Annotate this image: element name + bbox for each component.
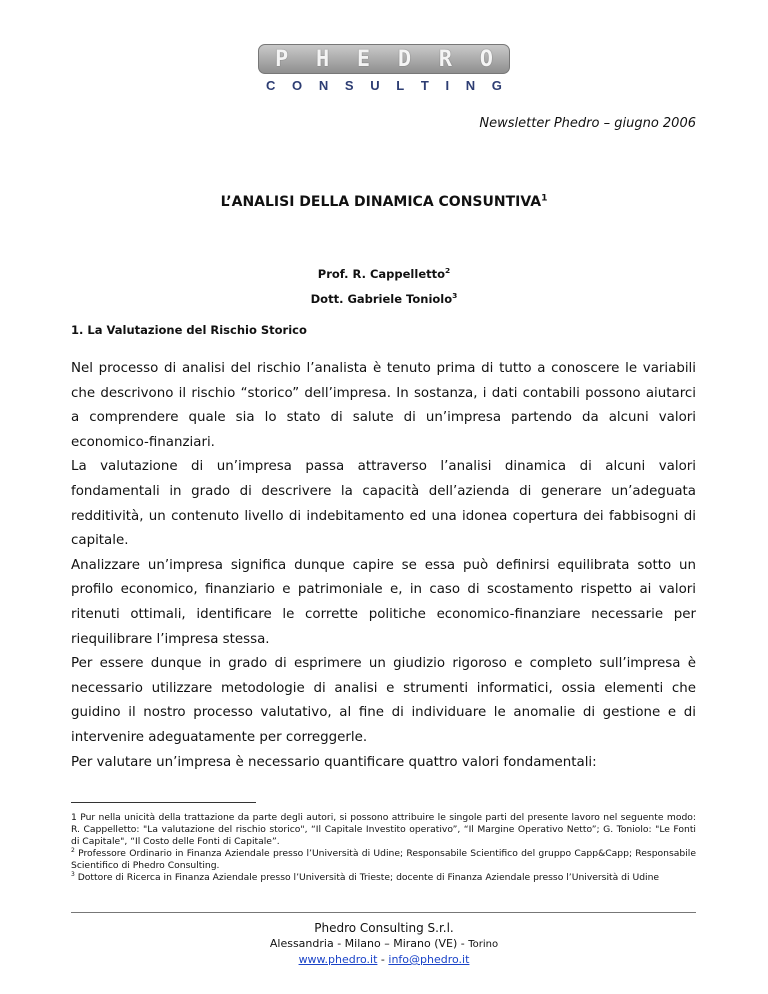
author-name: Dott. Gabriele Toniolo	[310, 292, 453, 306]
logo-sub-letter: L	[396, 78, 405, 93]
email-link[interactable]: info@phedro.it	[388, 953, 470, 966]
newsletter-header: Newsletter Phedro – giugno 2006	[479, 116, 696, 131]
logo-sub-letter: G	[491, 78, 502, 93]
footnote-text: Professore Ordinario in Finanza Aziendale presso l’Università di Udine; Responsabile Scientifico del gruppo Capp&Capp; Responsabile Scientifico di Phedro Consulting.	[71, 848, 696, 871]
footnote-number: 1	[71, 812, 77, 823]
logo-letter: R	[438, 46, 452, 72]
author-footnote-ref: 3	[452, 291, 458, 301]
footnote-number: 2	[71, 846, 75, 854]
document-title	[0, 194, 768, 210]
logo-consulting	[258, 78, 510, 93]
paragraph: Nel processo di analisi del rischio l’analista è tenuto prima di tutto a conoscere le variabili che descrivono il rischio “storico” dell’impresa. In sostanza, i dati contabili possono aiutarci a comprendere quale sia lo stato di salute di un’impresa partendo da alcuni valori economico-finanziari.	[71, 361, 696, 450]
page-footer	[0, 921, 768, 967]
logo-letter: D	[397, 46, 412, 72]
phedro-logo	[258, 44, 510, 93]
logo-sub-letter: I	[445, 78, 450, 93]
logo-sub-letter: S	[344, 78, 354, 93]
paragraph: Analizzare un’impresa significa dunque capire se essa può definirsi equilibrata sotto un profilo economico, finanziario e patrimoniale e, in caso di scostamento rispetto ai valori ritenuti ottimali, identificare le corrette politiche economico-finanziare necessarie per riequilibrare l’impresa stessa.	[71, 557, 696, 647]
logo-sub-letter: N	[318, 78, 329, 93]
logo-sub-letter: T	[420, 78, 429, 93]
paragraph: Per valutare un’impresa è necessario quantificare quattro valori fondamentali:	[71, 754, 597, 770]
footnotes	[71, 812, 696, 884]
footer-links	[0, 952, 768, 967]
paragraph: Per essere dunque in grado di esprimere un giudizio rigoroso e completo sull’impresa è necessario utilizzare metodologie di analisi e strumenti informatici, ossia elementi che guidino il nostro processo valutativo, al fine di individuare le anomalie di gestione e di intervenire adeguatamente per correggerle.	[71, 656, 696, 745]
footer-locations-last: Torino	[468, 939, 499, 950]
footnote-separator	[71, 802, 256, 803]
footer-separator	[71, 912, 696, 913]
footnote	[71, 848, 696, 872]
logo-letter: H	[315, 46, 330, 72]
author-name: Prof. R. Cappelletto	[317, 267, 446, 281]
title-footnote-ref: 1	[541, 193, 548, 204]
logo-letter: E	[356, 46, 371, 72]
logo-letter: O	[479, 46, 493, 72]
footnote	[71, 812, 696, 848]
author-1	[0, 267, 768, 281]
author-2	[0, 292, 768, 306]
footnote	[71, 872, 696, 884]
title-text: L’ANALISI DELLA DINAMICA CONSUNTIVA	[220, 194, 542, 210]
footer-locations	[0, 936, 768, 952]
logo-sub-letter: C	[266, 78, 276, 93]
logo-sub-letter: U	[370, 78, 380, 93]
footer-locations-text: Alessandria - Milano – Mirano (VE) -	[269, 937, 469, 950]
author-footnote-ref: 2	[445, 266, 451, 276]
logo-letter: P	[275, 46, 289, 72]
footnote-text: Pur nella unicità della trattazione da parte degli autori, si possono attribuire le singole parti del presente lavoro nel seguente modo: R. Cappelletto: "La valutazione del rischio storico", “Il Capitale Investito operativo”, “Il Margine Operativo Netto”; G. Toniolo: "Le Fonti di Capitale", “Il Costo delle Fonti di Capitale”.	[71, 812, 696, 847]
footnote-text: Dottore di Ricerca in Finanza Aziendale presso l’Università di Trieste; docente di Finanza Aziendale presso l’Università di Udine	[74, 872, 660, 883]
body-text	[71, 357, 696, 775]
footer-link-separator: -	[377, 953, 389, 966]
website-link[interactable]: www.phedro.it	[298, 953, 378, 966]
logo-sub-letter: N	[465, 78, 476, 93]
footnote-number: 3	[71, 870, 75, 878]
section-heading: 1. La Valutazione del Rischio Storico	[71, 323, 307, 337]
logo-brand-bar	[258, 44, 510, 74]
footer-company: Phedro Consulting S.r.l.	[314, 921, 454, 935]
logo-sub-letter: O	[292, 78, 303, 93]
paragraph: La valutazione di un’impresa passa attraverso l’analisi dinamica di alcuni valori fondamentali in grado di descrivere la capacità dell’azienda di generare un’adeguata redditività, un contenuto livello di indebitamento ed una idonea copertura dei fabbisogni di capitale.	[71, 459, 696, 549]
